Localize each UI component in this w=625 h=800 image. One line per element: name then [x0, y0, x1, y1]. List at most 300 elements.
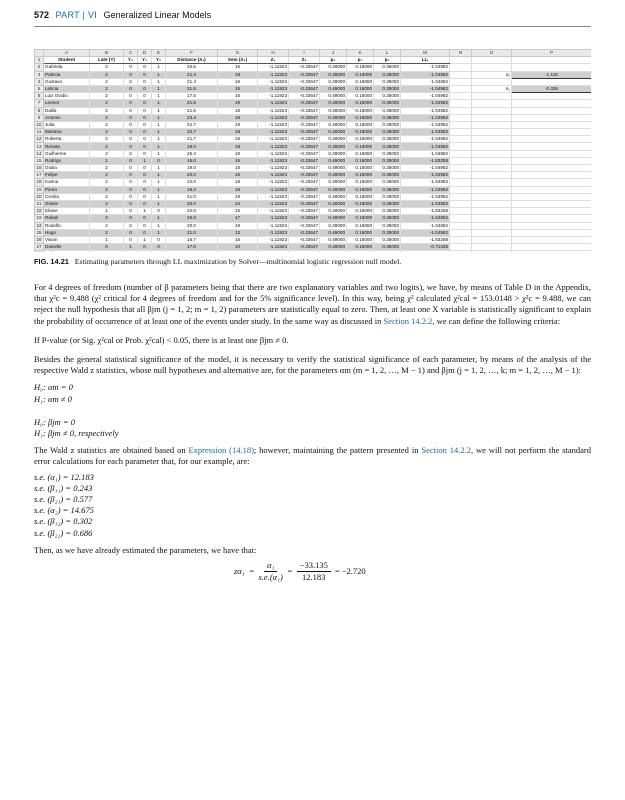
table-cell[interactable]: 0: [124, 143, 138, 150]
table-cell[interactable]: 0: [124, 200, 138, 207]
row-number[interactable]: 2: [35, 64, 44, 71]
table-cell[interactable]: -1.11923: [258, 179, 289, 186]
table-cell[interactable]: Rafael: [44, 215, 90, 222]
table-cell[interactable]: -1.11923: [258, 100, 289, 107]
empty-cell[interactable]: [450, 244, 472, 251]
table-cell[interactable]: 0: [138, 186, 152, 193]
table-cell[interactable]: 1: [152, 179, 166, 186]
table-cell[interactable]: 0.35000: [374, 215, 401, 222]
table-cell[interactable]: 2: [90, 215, 124, 222]
table-cell[interactable]: 0.49000: [320, 114, 347, 121]
table-cell[interactable]: 17: [218, 215, 258, 222]
table-cell[interactable]: -1.11923: [258, 85, 289, 92]
table-cell[interactable]: [289, 251, 320, 252]
table-cell[interactable]: 0.35000: [374, 193, 401, 200]
table-cell[interactable]: Gustavo: [44, 78, 90, 85]
row-number[interactable]: 8: [35, 107, 44, 114]
empty-cell[interactable]: [472, 57, 512, 64]
table-cell[interactable]: 0: [138, 93, 152, 100]
table-cell[interactable]: 21.5: [166, 100, 218, 107]
table-cell[interactable]: Guilherme: [44, 150, 90, 157]
table-cell[interactable]: 1: [138, 157, 152, 164]
table-cell[interactable]: -0.33647: [289, 64, 320, 71]
table-cell[interactable]: 1: [138, 208, 152, 215]
empty-cell[interactable]: [472, 222, 512, 229]
empty-cell[interactable]: [450, 64, 472, 71]
table-cell[interactable]: 17.0: [166, 244, 218, 251]
table-cell[interactable]: -1.04982: [401, 186, 450, 193]
table-cell[interactable]: 1: [152, 93, 166, 100]
empty-cell[interactable]: [450, 143, 472, 150]
table-cell[interactable]: 18: [218, 186, 258, 193]
row-number[interactable]: 7: [35, 100, 44, 107]
column-letter[interactable]: H: [258, 50, 289, 57]
table-cell[interactable]: 0.49000: [320, 71, 347, 78]
table-cell[interactable]: 1: [152, 136, 166, 143]
table-cell[interactable]: [124, 251, 138, 252]
table-cell[interactable]: -0.33647: [289, 143, 320, 150]
table-cell[interactable]: Giulia: [44, 165, 90, 172]
table-cell[interactable]: 0.49000: [320, 121, 347, 128]
expression-link[interactable]: Expression (14.18): [188, 445, 254, 456]
empty-cell[interactable]: [472, 78, 512, 85]
row-number[interactable]: 22: [36, 208, 42, 214]
table-cell[interactable]: 1: [152, 165, 166, 172]
table-cell[interactable]: -1.04982: [401, 64, 450, 71]
table-cell[interactable]: 0.16000: [347, 244, 374, 251]
table-cell[interactable]: 0.35000: [374, 179, 401, 186]
table-cell[interactable]: 0.16000: [347, 208, 374, 215]
table-cell[interactable]: 0.16000: [347, 136, 374, 143]
column-header[interactable]: Sem (X₂): [218, 57, 258, 64]
table-cell[interactable]: 0.16000: [347, 93, 374, 100]
table-cell[interactable]: Leticia: [44, 85, 90, 92]
table-cell[interactable]: 0.35000: [374, 244, 401, 251]
table-cell[interactable]: 1: [138, 236, 152, 243]
empty-cell[interactable]: [512, 236, 592, 243]
table-cell[interactable]: 21.7: [166, 136, 218, 143]
table-cell[interactable]: 0.16000: [347, 150, 374, 157]
empty-cell[interactable]: [450, 165, 472, 172]
table-cell[interactable]: 2: [90, 71, 124, 78]
row-number[interactable]: 9: [35, 114, 44, 121]
table-cell[interactable]: 0: [124, 114, 138, 121]
table-cell[interactable]: 0: [138, 64, 152, 71]
row-number[interactable]: 1: [35, 57, 44, 64]
table-cell[interactable]: 18: [218, 143, 258, 150]
table-cell[interactable]: 0: [124, 222, 138, 229]
empty-cell[interactable]: [472, 129, 512, 136]
empty-cell[interactable]: [512, 222, 592, 229]
table-cell[interactable]: 0.49000: [320, 78, 347, 85]
row-number[interactable]: 26: [36, 236, 42, 242]
table-cell[interactable]: 2: [90, 229, 124, 236]
column-header[interactable]: Y₁: [138, 57, 152, 64]
table-cell[interactable]: 0: [124, 236, 138, 243]
empty-cell[interactable]: [472, 186, 512, 193]
empty-cell[interactable]: [450, 121, 472, 128]
table-cell[interactable]: Dalila: [44, 107, 90, 114]
table-cell[interactable]: 0: [138, 150, 152, 157]
empty-cell[interactable]: [512, 229, 592, 236]
table-cell[interactable]: 1: [152, 107, 166, 114]
empty-cell[interactable]: [472, 157, 512, 164]
table-cell[interactable]: Renata: [44, 143, 90, 150]
table-cell[interactable]: 0.16000: [347, 121, 374, 128]
table-cell[interactable]: 0.49000: [320, 222, 347, 229]
table-cell[interactable]: 0: [124, 165, 138, 172]
table-cell[interactable]: 1: [152, 71, 166, 78]
empty-cell[interactable]: [472, 136, 512, 143]
table-cell[interactable]: 0.35000: [374, 229, 401, 236]
table-cell[interactable]: 0: [152, 157, 166, 164]
table-cell[interactable]: 25.4: [166, 150, 218, 157]
table-cell[interactable]: 21.3: [166, 71, 218, 78]
table-cell[interactable]: 0.35000: [374, 143, 401, 150]
column-header[interactable]: p₀: [320, 57, 347, 64]
empty-cell[interactable]: [512, 172, 592, 179]
column-letter[interactable]: C: [124, 50, 138, 57]
empty-cell[interactable]: [512, 143, 592, 150]
empty-cell[interactable]: [472, 93, 512, 100]
table-cell[interactable]: 1: [152, 85, 166, 92]
empty-cell[interactable]: [512, 157, 592, 164]
empty-cell[interactable]: [450, 85, 472, 92]
table-cell[interactable]: 18: [218, 165, 258, 172]
table-cell[interactable]: 0: [152, 244, 166, 251]
table-cell[interactable]: 0.16000: [347, 179, 374, 186]
empty-cell[interactable]: [450, 136, 472, 143]
column-letter[interactable]: M: [401, 50, 450, 57]
table-cell[interactable]: 0.35000: [374, 107, 401, 114]
empty-cell[interactable]: [450, 200, 472, 207]
row-number[interactable]: 4: [35, 78, 44, 85]
column-header[interactable]: Y₂: [152, 57, 166, 64]
empty-cell[interactable]: [472, 200, 512, 207]
table-cell[interactable]: 13: [218, 229, 258, 236]
empty-cell[interactable]: [512, 107, 592, 114]
table-cell[interactable]: 0: [152, 236, 166, 243]
row-number[interactable]: 12: [36, 136, 42, 142]
table-cell[interactable]: 18: [218, 179, 258, 186]
table-cell[interactable]: -1.04982: [401, 165, 450, 172]
table-cell[interactable]: 0: [124, 208, 138, 215]
table-cell[interactable]: 2: [90, 114, 124, 121]
table-cell[interactable]: -1.04982: [401, 200, 450, 207]
empty-cell[interactable]: [472, 165, 512, 172]
table-cell[interactable]: Danielle: [44, 244, 90, 251]
table-cell[interactable]: 1: [152, 172, 166, 179]
table-cell[interactable]: 2: [90, 150, 124, 157]
table-cell[interactable]: 16: [218, 157, 258, 164]
table-cell[interactable]: 18: [218, 193, 258, 200]
table-cell[interactable]: -0.33647: [289, 100, 320, 107]
table-cell[interactable]: 0: [138, 129, 152, 136]
row-number[interactable]: 3: [35, 71, 44, 78]
row-number[interactable]: 14: [36, 150, 42, 156]
table-cell[interactable]: 1: [152, 143, 166, 150]
table-cell[interactable]: [258, 251, 289, 252]
table-cell[interactable]: 0.16000: [347, 229, 374, 236]
table-cell[interactable]: 0.49000: [320, 143, 347, 150]
empty-cell[interactable]: [450, 57, 472, 64]
table-cell[interactable]: 0.49000: [320, 229, 347, 236]
table-cell[interactable]: -1.11923: [258, 129, 289, 136]
table-cell[interactable]: 0: [138, 165, 152, 172]
table-cell[interactable]: 0.16000: [347, 100, 374, 107]
table-cell[interactable]: Leonor: [44, 100, 90, 107]
table-cell[interactable]: 2: [90, 136, 124, 143]
table-cell[interactable]: -0.33647: [289, 136, 320, 143]
table-cell[interactable]: 0.16000: [347, 71, 374, 78]
table-cell[interactable]: 0.49000: [320, 165, 347, 172]
table-cell[interactable]: Gabriela: [44, 64, 90, 71]
column-letter[interactable]: F: [166, 50, 218, 57]
table-cell[interactable]: -1.11923: [258, 78, 289, 85]
table-cell[interactable]: 2: [90, 179, 124, 186]
table-cell[interactable]: 1: [152, 150, 166, 157]
table-cell[interactable]: 18: [218, 100, 258, 107]
table-cell[interactable]: [90, 251, 124, 252]
table-cell[interactable]: -0.33647: [289, 222, 320, 229]
table-cell[interactable]: 0.49000: [320, 157, 347, 164]
table-cell[interactable]: 21.4: [166, 78, 218, 85]
table-cell[interactable]: -0.33647: [289, 172, 320, 179]
empty-cell[interactable]: [472, 121, 512, 128]
table-cell[interactable]: 0.49000: [320, 85, 347, 92]
table-cell[interactable]: 0.16000: [347, 215, 374, 222]
empty-cell[interactable]: [450, 129, 472, 136]
empty-cell[interactable]: [450, 236, 472, 243]
row-number[interactable]: 18: [36, 179, 42, 185]
empty-cell[interactable]: [472, 143, 512, 150]
empty-cell[interactable]: [472, 150, 512, 157]
column-letter[interactable]: J: [320, 50, 347, 57]
table-cell[interactable]: [166, 251, 218, 252]
table-cell[interactable]: 16: [218, 93, 258, 100]
row-number[interactable]: [35, 251, 44, 252]
table-cell[interactable]: 2: [90, 200, 124, 207]
empty-cell[interactable]: [450, 114, 472, 121]
table-cell[interactable]: 22.0: [166, 179, 218, 186]
table-cell[interactable]: 1: [152, 186, 166, 193]
table-cell[interactable]: 0: [138, 78, 152, 85]
table-cell[interactable]: 0.49000: [320, 236, 347, 243]
table-cell[interactable]: 0.49000: [320, 200, 347, 207]
table-cell[interactable]: -1.11923: [258, 200, 289, 207]
table-cell[interactable]: -1.04982: [401, 143, 450, 150]
table-cell[interactable]: 0.16000: [347, 165, 374, 172]
table-cell[interactable]: 0: [138, 121, 152, 128]
table-cell[interactable]: 31.5: [166, 85, 218, 92]
column-letter[interactable]: D: [138, 50, 152, 57]
table-cell[interactable]: 0: [138, 85, 152, 92]
table-cell[interactable]: -1.11923: [258, 208, 289, 215]
empty-cell[interactable]: [472, 172, 512, 179]
table-cell[interactable]: 25.0: [166, 215, 218, 222]
table-cell[interactable]: Felipe: [44, 172, 90, 179]
table-cell[interactable]: 0.35000: [374, 71, 401, 78]
table-cell[interactable]: 0: [124, 215, 138, 222]
table-cell[interactable]: 0: [138, 114, 152, 121]
column-header[interactable]: p₁: [347, 57, 374, 64]
column-letter[interactable]: P: [512, 50, 592, 57]
table-cell[interactable]: [401, 251, 450, 252]
empty-cell[interactable]: [512, 100, 592, 107]
column-header[interactable]: Late (Y): [90, 57, 124, 64]
column-letter[interactable]: O: [472, 50, 512, 57]
table-cell[interactable]: 16: [218, 78, 258, 85]
table-cell[interactable]: 18: [218, 71, 258, 78]
table-cell[interactable]: Pietro: [44, 186, 90, 193]
table-cell[interactable]: 1: [152, 100, 166, 107]
table-cell[interactable]: -0.33647: [289, 208, 320, 215]
table-cell[interactable]: 0.49000: [320, 100, 347, 107]
table-cell[interactable]: 21.0: [166, 193, 218, 200]
column-header[interactable]: Y₀: [124, 57, 138, 64]
table-cell[interactable]: 0.49000: [320, 107, 347, 114]
table-cell[interactable]: -1.83258: [401, 157, 450, 164]
table-cell[interactable]: 0: [124, 93, 138, 100]
table-cell[interactable]: 1: [152, 222, 166, 229]
table-cell[interactable]: -0.33647: [289, 179, 320, 186]
table-cell[interactable]: 0: [124, 100, 138, 107]
empty-cell[interactable]: [450, 208, 472, 215]
table-cell[interactable]: Cecilia: [44, 193, 90, 200]
table-cell[interactable]: 2: [90, 107, 124, 114]
table-cell[interactable]: 23.4: [166, 114, 218, 121]
table-cell[interactable]: 0.16000: [347, 200, 374, 207]
table-cell[interactable]: Roberta: [44, 136, 90, 143]
table-cell[interactable]: 0.16000: [347, 143, 374, 150]
table-cell[interactable]: 2: [90, 143, 124, 150]
empty-cell[interactable]: [512, 64, 592, 71]
empty-cell[interactable]: [512, 215, 592, 222]
table-cell[interactable]: 0: [124, 129, 138, 136]
empty-cell[interactable]: [450, 157, 472, 164]
table-cell[interactable]: -1.11923: [258, 64, 289, 71]
table-cell[interactable]: 0.35000: [374, 165, 401, 172]
empty-cell[interactable]: [512, 136, 592, 143]
table-cell[interactable]: 0: [124, 71, 138, 78]
table-cell[interactable]: 0.35000: [374, 222, 401, 229]
table-cell[interactable]: 0: [124, 78, 138, 85]
table-cell[interactable]: -1.04982: [401, 100, 450, 107]
row-number[interactable]: 11: [35, 129, 44, 136]
table-cell[interactable]: 2: [90, 129, 124, 136]
table-cell[interactable]: -1.04982: [401, 193, 450, 200]
table-cell[interactable]: 16: [218, 236, 258, 243]
table-cell[interactable]: -0.33647: [289, 215, 320, 222]
table-cell[interactable]: -1.04982: [401, 93, 450, 100]
table-cell[interactable]: 18: [218, 150, 258, 157]
table-cell[interactable]: -0.33647: [289, 165, 320, 172]
row-number[interactable]: 23: [36, 215, 42, 221]
table-cell[interactable]: Luiz Ovidio: [44, 93, 90, 100]
table-cell[interactable]: Rodrigo: [44, 157, 90, 164]
table-cell[interactable]: -0.33647: [289, 150, 320, 157]
table-cell[interactable]: 20.5: [166, 64, 218, 71]
row-number[interactable]: 24: [36, 222, 42, 228]
table-cell[interactable]: 0: [124, 64, 138, 71]
empty-cell[interactable]: [472, 107, 512, 114]
table-cell[interactable]: 2: [90, 186, 124, 193]
table-cell[interactable]: 0.49000: [320, 172, 347, 179]
empty-cell[interactable]: [472, 215, 512, 222]
table-cell[interactable]: 0.35000: [374, 157, 401, 164]
table-cell[interactable]: 0: [124, 172, 138, 179]
table-cell[interactable]: 0.49000: [320, 193, 347, 200]
table-cell[interactable]: 0: [138, 215, 152, 222]
table-cell[interactable]: 18: [218, 129, 258, 136]
table-cell[interactable]: 0: [138, 136, 152, 143]
table-cell[interactable]: 0: [124, 186, 138, 193]
table-cell[interactable]: -0.33647: [289, 236, 320, 243]
table-cell[interactable]: -1.11923: [258, 114, 289, 121]
table-cell[interactable]: -1.04982: [401, 215, 450, 222]
row-number[interactable]: 27: [36, 244, 42, 250]
table-cell[interactable]: Antonio: [44, 114, 90, 121]
empty-cell[interactable]: [472, 244, 512, 251]
table-cell[interactable]: -1.11923: [258, 193, 289, 200]
table-cell[interactable]: -1.04982: [401, 85, 450, 92]
table-cell[interactable]: 0.49000: [320, 150, 347, 157]
column-letter[interactable]: E: [152, 50, 166, 57]
table-cell[interactable]: -1.04982: [401, 179, 450, 186]
table-cell[interactable]: -0.71335: [401, 244, 450, 251]
empty-cell[interactable]: [472, 251, 512, 252]
table-cell[interactable]: 0: [138, 193, 152, 200]
row-number[interactable]: 10: [36, 121, 42, 127]
table-cell[interactable]: -1.04982: [401, 114, 450, 121]
table-cell[interactable]: 0.35000: [374, 208, 401, 215]
table-cell[interactable]: 21.0: [166, 229, 218, 236]
table-cell[interactable]: [218, 251, 258, 252]
table-cell[interactable]: 0: [124, 136, 138, 143]
table-cell[interactable]: 0.35000: [374, 186, 401, 193]
table-cell[interactable]: 0.49000: [320, 179, 347, 186]
table-cell[interactable]: 1: [90, 208, 124, 215]
table-cell[interactable]: 0.35000: [374, 64, 401, 71]
table-cell[interactable]: 1: [90, 236, 124, 243]
empty-cell[interactable]: [512, 165, 592, 172]
empty-cell[interactable]: [450, 71, 472, 78]
table-cell[interactable]: 18: [218, 121, 258, 128]
table-cell[interactable]: -1.11923: [258, 244, 289, 251]
table-cell[interactable]: 20.0: [166, 172, 218, 179]
table-cell[interactable]: 1: [152, 129, 166, 136]
row-number[interactable]: 21: [36, 201, 42, 207]
empty-cell[interactable]: [472, 114, 512, 121]
column-letter[interactable]: L: [374, 50, 401, 57]
column-header[interactable]: Z₂: [289, 57, 320, 64]
table-cell[interactable]: [374, 251, 401, 252]
table-cell[interactable]: 18: [218, 136, 258, 143]
empty-cell[interactable]: [512, 208, 592, 215]
empty-cell[interactable]: [472, 229, 512, 236]
table-cell[interactable]: 15: [218, 172, 258, 179]
table-cell[interactable]: -0.33647: [289, 121, 320, 128]
table-cell[interactable]: 2: [90, 222, 124, 229]
table-cell[interactable]: -1.11923: [258, 186, 289, 193]
empty-cell[interactable]: [450, 229, 472, 236]
empty-cell[interactable]: [450, 179, 472, 186]
empty-cell[interactable]: [512, 129, 592, 136]
empty-cell[interactable]: [512, 193, 592, 200]
table-cell[interactable]: 15: [218, 85, 258, 92]
table-cell[interactable]: 14: [218, 200, 258, 207]
table-cell[interactable]: Elaine: [44, 208, 90, 215]
